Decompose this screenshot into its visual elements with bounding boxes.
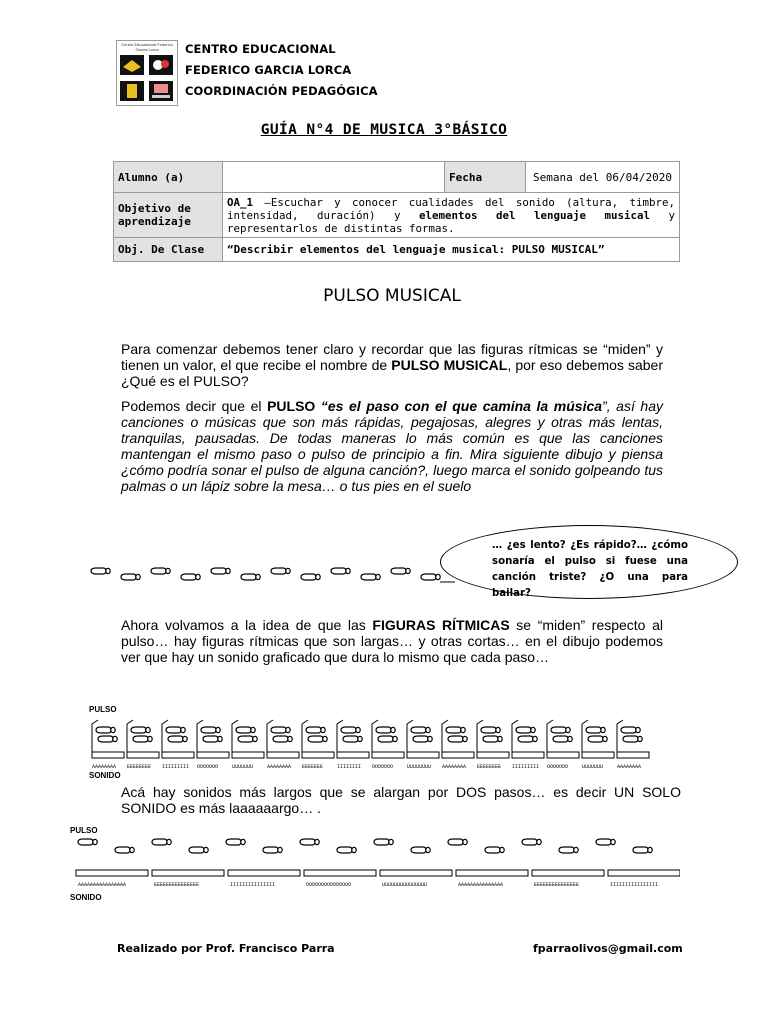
footprint-icon bbox=[181, 574, 200, 580]
objective-bold: elementos del lenguaje musical bbox=[419, 208, 650, 222]
footprint-icon bbox=[518, 736, 537, 742]
footprint-icon bbox=[203, 736, 222, 742]
footprint-icon bbox=[596, 839, 615, 845]
long-sound-syllable: AAAAAAAAAAAAAAAA bbox=[78, 882, 127, 888]
figures-text-2: se “miden” respecto al pulso… hay figuras rítmicas que son largas… y otras cortas… en el dibujo podemos ver que hay un sonido graficado que dura lo mismo que cada paso… bbox=[121, 617, 663, 665]
definition-bold-1: PULSO bbox=[267, 398, 316, 414]
footprint-icon bbox=[559, 847, 578, 853]
footprint-icon bbox=[633, 847, 652, 853]
sound-syllable: IIIIIIII bbox=[337, 764, 362, 770]
footprint-icon bbox=[121, 574, 140, 580]
footprint-walk bbox=[85, 563, 455, 593]
footprint-icon bbox=[306, 727, 325, 733]
intro-bold: PULSO MUSICAL bbox=[391, 357, 508, 373]
footprint-icon bbox=[263, 847, 282, 853]
footprint-icon bbox=[271, 568, 290, 574]
footprint-icon bbox=[446, 727, 465, 733]
footprint-icon bbox=[391, 568, 410, 574]
footprint-icon bbox=[361, 574, 380, 580]
footprint-icon bbox=[522, 839, 541, 845]
footprint-icon bbox=[448, 736, 467, 742]
footprint-icon bbox=[238, 736, 257, 742]
sound-syllable: UUUUUUUU bbox=[407, 764, 432, 770]
definition-text-2: ”, así hay canciones o músicas que son más rápidas, pegajosas, alegres y otras más lentas, tranquilas, pausadas. De todas maneras lo más común es que las canciones mantengan el mismo paso o pulso de principio a fin. Mira siguiente dibujo y piensa ¿cómo podría sonar el pulso de alguna canción?, luego marca el sonido golpeando tus palmas o un lápiz sobre la mesa… o tus pies en el suelo bbox=[121, 398, 663, 494]
sound-syllable: AAAAAAAA bbox=[617, 764, 642, 770]
footprint-icon bbox=[236, 727, 255, 733]
pulse-label-1: PULSO bbox=[89, 705, 117, 714]
long-sound-syllable: IIIIIIIIIIIIIIII bbox=[610, 882, 659, 888]
class-objective-value: “Describir elementos del lenguaje musical: PULSO MUSICAL” bbox=[223, 238, 680, 262]
school-name-line-1: CENTRO EDUCACIONAL bbox=[185, 42, 336, 56]
footprint-icon bbox=[586, 727, 605, 733]
footprint-icon bbox=[271, 727, 290, 733]
sound-syllable: IIIIIIIII bbox=[162, 764, 190, 770]
sound-syllable: UUUUUUU bbox=[582, 764, 604, 770]
long-sound-syllable: EEEEEEEEEEEEEEE bbox=[534, 882, 580, 888]
footprint-icon bbox=[337, 847, 356, 853]
long-sound-bar bbox=[456, 870, 528, 876]
footprint-icon bbox=[211, 568, 230, 574]
long-sound-bar bbox=[152, 870, 224, 876]
info-table bbox=[113, 161, 680, 262]
sound-syllable: IIIIIIIII bbox=[512, 764, 540, 770]
intro-text-2: , por eso debemos saber ¿Qué es el PULSO? bbox=[121, 357, 664, 389]
footprint-icon bbox=[273, 736, 292, 742]
figures-paragraph bbox=[121, 617, 663, 665]
figures-bold: FIGURAS RÍTMICAS bbox=[372, 617, 510, 633]
long-sound-bar bbox=[304, 870, 376, 876]
definition-bold-2: “es el paso con el que camina la música bbox=[315, 398, 603, 414]
footprint-icon bbox=[378, 736, 397, 742]
intro-paragraph bbox=[121, 341, 663, 389]
long-sound-bar bbox=[76, 870, 148, 876]
guide-title: GUÍA N°4 DE MUSICA 3°BÁSICO bbox=[260, 122, 508, 138]
pulse-label-2: PULSO bbox=[70, 826, 98, 835]
footprint-icon bbox=[341, 727, 360, 733]
footprint-icon bbox=[115, 847, 134, 853]
footprint-icon bbox=[413, 736, 432, 742]
student-label: Alumno (a) bbox=[114, 162, 223, 193]
objective-text-1: –Escuchar y conocer cualidades del sonido (altura, timbre, intensidad, duración) y bbox=[227, 195, 675, 222]
figures-text-1: Ahora volvamos a la idea de que las bbox=[121, 617, 373, 633]
sound-syllable: OOOOOOO bbox=[547, 764, 569, 770]
footprint-icon bbox=[421, 574, 440, 580]
class-objective-label: Obj. De Clase bbox=[114, 238, 223, 262]
date-label: Fecha bbox=[445, 162, 526, 193]
long-sound-syllable: OOOOOOOOOOOOOOO bbox=[306, 882, 352, 888]
footprint-icon bbox=[588, 736, 607, 742]
footprint-icon bbox=[621, 727, 640, 733]
book-icon bbox=[120, 55, 144, 75]
footprint-icon bbox=[301, 574, 320, 580]
footprint-icon bbox=[411, 847, 430, 853]
date-value: Semana del 06/04/2020 bbox=[526, 162, 680, 193]
footprint-icon bbox=[201, 727, 220, 733]
calculator-icon bbox=[120, 81, 144, 101]
footprint-icon bbox=[376, 727, 395, 733]
footprint-icon bbox=[485, 847, 504, 853]
pulse-diagram-2 bbox=[70, 834, 680, 890]
footprint-icon bbox=[152, 839, 171, 845]
footprint-icon bbox=[483, 736, 502, 742]
school-department: COORDINACIÓN PEDAGÓGICA bbox=[185, 84, 378, 98]
long-sound-syllable: IIIIIIIIIIIIIII bbox=[230, 882, 276, 888]
footprint-icon bbox=[551, 727, 570, 733]
footprint-icon bbox=[168, 736, 187, 742]
definition-paragraph bbox=[121, 398, 663, 494]
long-sound-syllable: EEEEEEEEEEEEEEE bbox=[154, 882, 200, 888]
logo-caption: Centro Educacional Federico García Lorca bbox=[121, 42, 173, 52]
footprint-icon bbox=[411, 727, 430, 733]
sound-label-1: SONIDO bbox=[89, 771, 121, 780]
sound-syllable: EEEEEEEE bbox=[477, 764, 502, 770]
long-sound-bar bbox=[380, 870, 452, 876]
footprint-icon bbox=[516, 727, 535, 733]
sound-syllable: EEEEEEEE bbox=[127, 764, 152, 770]
footprint-icon bbox=[448, 839, 467, 845]
sound-syllable: AAAAAAAA bbox=[442, 764, 467, 770]
footprint-icon bbox=[91, 568, 110, 574]
footer-email: fparraolivos@gmail.com bbox=[533, 942, 683, 955]
footprint-icon bbox=[623, 736, 642, 742]
sound-syllable: AAAAAAAA bbox=[267, 764, 292, 770]
footprint-icon bbox=[96, 727, 115, 733]
footprint-icon bbox=[481, 727, 500, 733]
footer-author: Realizado por Prof. Francisco Parra bbox=[117, 942, 335, 955]
objective-code: OA_1 bbox=[227, 195, 254, 209]
objective-label: Objetivo de aprendizaje bbox=[114, 193, 223, 238]
masks-icon bbox=[149, 55, 173, 75]
footprint-icon bbox=[226, 839, 245, 845]
pulse-diagram-1 bbox=[84, 714, 660, 776]
footprint-icon bbox=[374, 839, 393, 845]
footprint-icon bbox=[98, 736, 117, 742]
footprint-icon bbox=[166, 727, 185, 733]
sound-syllable: OOOOOOO bbox=[372, 764, 394, 770]
footprint-icon bbox=[343, 736, 362, 742]
sound-syllable: UUUUUUU bbox=[232, 764, 254, 770]
bubble-text: … ¿es lento? ¿Es rápido?… ¿cómo sonaría el pulso si fuese una canción triste? ¿O una para bailar? bbox=[492, 540, 688, 599]
sound-syllable: OOOOOOO bbox=[197, 764, 219, 770]
footprint-icon bbox=[300, 839, 319, 845]
school-logo bbox=[116, 40, 178, 106]
footprint-icon bbox=[151, 568, 170, 574]
sound-syllable: AAAAAAAA bbox=[92, 764, 117, 770]
objective-text bbox=[223, 193, 680, 238]
school-name-line-2: FEDERICO GARCIA LORCA bbox=[185, 63, 352, 77]
footprint-icon bbox=[308, 736, 327, 742]
footprint-icon bbox=[189, 847, 208, 853]
long-sound-bar bbox=[532, 870, 604, 876]
section-title: PULSO MUSICAL bbox=[323, 286, 461, 306]
footprint-icon bbox=[553, 736, 572, 742]
footprint-icon bbox=[78, 839, 97, 845]
long-sound-bar bbox=[608, 870, 680, 876]
computer-icon bbox=[149, 81, 173, 101]
objective-text-2: y representarlos de distintas formas. bbox=[227, 208, 675, 235]
footprint-icon bbox=[331, 568, 350, 574]
footprint-icon bbox=[131, 727, 150, 733]
long-sound-bar bbox=[228, 870, 300, 876]
intro-text-1: Para comenzar debemos tener claro y recordar que las figuras rítmicas se “miden” y tienen un valor, el que recibe el nombre de bbox=[121, 341, 663, 373]
definition-text-1: Podemos decir que el bbox=[121, 398, 268, 414]
long-sound-syllable: AAAAAAAAAAAAAAA bbox=[458, 882, 504, 888]
footprint-icon bbox=[241, 574, 260, 580]
sound-label-2: SONIDO bbox=[70, 893, 102, 902]
long-sounds-paragraph: Acá hay sonidos más largos que se alargan por DOS pasos… es decir UN SOLO SONIDO es más laaaaaargo… . bbox=[121, 784, 681, 816]
sound-syllable: EEEEEEE bbox=[302, 764, 324, 770]
student-field[interactable] bbox=[223, 162, 445, 193]
footprint-icon bbox=[133, 736, 152, 742]
long-sound-syllable: UUUUUUUUUUUUUUU bbox=[382, 882, 428, 888]
